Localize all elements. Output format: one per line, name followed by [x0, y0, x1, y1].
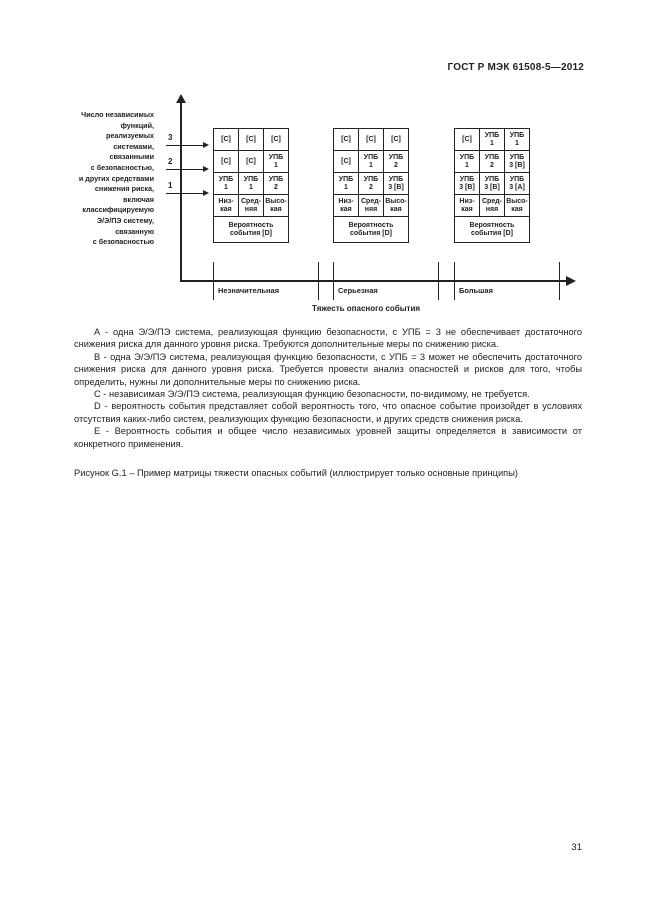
matrix-cell: УПБ 3 [A] [505, 173, 530, 195]
level-tick [166, 169, 206, 170]
matrix-row [334, 195, 409, 217]
matrix-cell: УПБ 1 [239, 173, 264, 195]
matrix-row [455, 217, 530, 243]
matrix-cell: [C] [334, 129, 359, 151]
severity-label: Серьезная [338, 286, 378, 295]
probability-cell: Высо- кая [505, 195, 530, 217]
risk-matrix-minor [213, 128, 289, 243]
y-axis-label-line: функций, [120, 120, 154, 130]
tick-arrow-icon [203, 142, 209, 148]
matrix-row [455, 173, 530, 195]
level-label-3: 3 [168, 133, 173, 142]
matrix-row [455, 129, 530, 151]
x-axis-label: Тяжесть опасного события [312, 304, 421, 313]
figure-caption: Рисунок G.1 – Пример матрицы тяжести опасных событий (иллюстрирует только основные принципы) [74, 468, 518, 478]
note-a: А - одна Э/Э/ПЭ система, реализующая функцию безопасности, с УПБ = 3 не обеспечивает достаточного снижения риска для данного уровня риска. Требуются дополнительные меры по снижению риска. [74, 327, 582, 350]
probability-cell: Низ- кая [455, 195, 480, 217]
matrix-cell: [C] [214, 151, 239, 173]
y-axis-label-line: реализуемых [105, 131, 154, 141]
matrix-cell: УПБ 2 [480, 151, 505, 173]
risk-matrix-major [454, 128, 530, 243]
level-label-2: 2 [168, 157, 173, 166]
matrix-row [214, 129, 289, 151]
matrix-cell: УПБ 3 [B] [455, 173, 480, 195]
tick-arrow-icon [203, 190, 209, 196]
figure-notes [74, 326, 582, 450]
y-axis-label-line: снижения риска, [94, 184, 154, 194]
matrix-cell: [C] [214, 129, 239, 151]
matrix-cell: УПБ 2 [264, 173, 289, 195]
note-c: С - независимая Э/Э/ПЭ система, реализующая функцию безопасности, по-видимому, не требуется. [94, 389, 530, 400]
y-axis-label-line: классифицируемую [82, 205, 154, 215]
probability-cell: Низ- кая [334, 195, 359, 217]
level-label-1: 1 [168, 181, 173, 190]
x-axis-arrow-icon [566, 276, 576, 286]
matrix-row [334, 151, 409, 173]
page-number: 31 [571, 842, 582, 853]
y-axis-arrow-icon [176, 94, 186, 103]
matrix-cell: [C] [384, 129, 409, 151]
probability-label: Вероятность события [D] [455, 217, 530, 243]
probability-label: Вероятность события [D] [214, 217, 289, 243]
matrix-row [334, 173, 409, 195]
risk-matrix-serious [333, 128, 409, 243]
matrix-row [334, 217, 409, 243]
matrix-cell: [C] [455, 129, 480, 151]
y-axis [180, 100, 182, 282]
probability-cell: Сред- няя [359, 195, 384, 217]
matrix-cell: УПБ 1 [455, 151, 480, 173]
severity-label: Большая [459, 286, 493, 295]
matrix-cell: УПБ 2 [384, 151, 409, 173]
severity-band-serious [333, 262, 439, 300]
matrix-row [455, 195, 530, 217]
y-axis-label-line: Число независимых [81, 110, 154, 119]
probability-cell: Высо- кая [384, 195, 409, 217]
matrix-cell: [C] [239, 151, 264, 173]
note-d: D - вероятность события представляет собой вероятность того, что опасное событие произойдет в условиях отсутствия каких-либо систем, реализующих функцию безопасности, и других средств снижения риска. [74, 401, 582, 424]
y-axis-label-line: связанную [115, 226, 154, 236]
probability-cell: Сред- няя [480, 195, 505, 217]
y-axis-label-line: связанными [109, 152, 154, 162]
note-e: Е - Вероятность события и общее число независимых уровней защиты определяется в зависимости от конкретного применения. [74, 426, 582, 449]
level-tick [166, 193, 206, 194]
y-axis-label-line: Э/Э/ПЭ систему, [96, 215, 154, 225]
probability-cell: Сред- няя [239, 195, 264, 217]
y-axis-label-line: включая [123, 194, 154, 204]
matrix-row [214, 151, 289, 173]
matrix-cell: УПБ 3 [B] [480, 173, 505, 195]
matrix-cell: УПБ 3 [B] [505, 151, 530, 173]
y-axis-label-line: с безопасностью, [90, 162, 154, 172]
y-axis-label-line: с безопасностью [92, 237, 154, 247]
matrix-cell: УПБ 1 [480, 129, 505, 151]
tick-arrow-icon [203, 166, 209, 172]
matrix-cell: [C] [359, 129, 384, 151]
matrix-cell: УПБ 1 [505, 129, 530, 151]
standard-code: ГОСТ Р МЭК 61508-5—2012 [447, 62, 584, 73]
y-axis-label [38, 110, 154, 248]
matrix-cell: УПБ 2 [359, 173, 384, 195]
probability-cell: Высо- кая [264, 195, 289, 217]
matrix-row [214, 217, 289, 243]
matrix-cell: УПБ 1 [334, 173, 359, 195]
matrix-cell: УПБ 3 [B] [384, 173, 409, 195]
y-axis-label-line: системами, [113, 141, 154, 151]
matrix-cell: УПБ 1 [214, 173, 239, 195]
matrix-row [334, 129, 409, 151]
level-tick [166, 145, 206, 146]
matrix-cell: [C] [264, 129, 289, 151]
y-axis-label-line: и других средствами [78, 173, 154, 183]
severity-band-minor [213, 262, 319, 300]
matrix-row [214, 173, 289, 195]
matrix-cell: УПБ 1 [264, 151, 289, 173]
probability-label: Вероятность события [D] [334, 217, 409, 243]
matrix-row [214, 195, 289, 217]
matrix-cell: УПБ 1 [359, 151, 384, 173]
note-b: В - одна Э/Э/ПЭ система, реализующая функцию безопасности, с УПБ = 3 может не обеспечить достаточного снижения риска для данного уровня риска. Требуется провести анализ опасностей и рисков для того, чтобы определить, нужны ли дополнительные меры по снижению риска. [74, 351, 582, 387]
severity-label: Незначительная [218, 286, 280, 295]
severity-band-major [454, 262, 560, 300]
probability-cell: Низ- кая [214, 195, 239, 217]
matrix-row [455, 151, 530, 173]
matrix-cell: [C] [239, 129, 264, 151]
matrix-cell: [C] [334, 151, 359, 173]
